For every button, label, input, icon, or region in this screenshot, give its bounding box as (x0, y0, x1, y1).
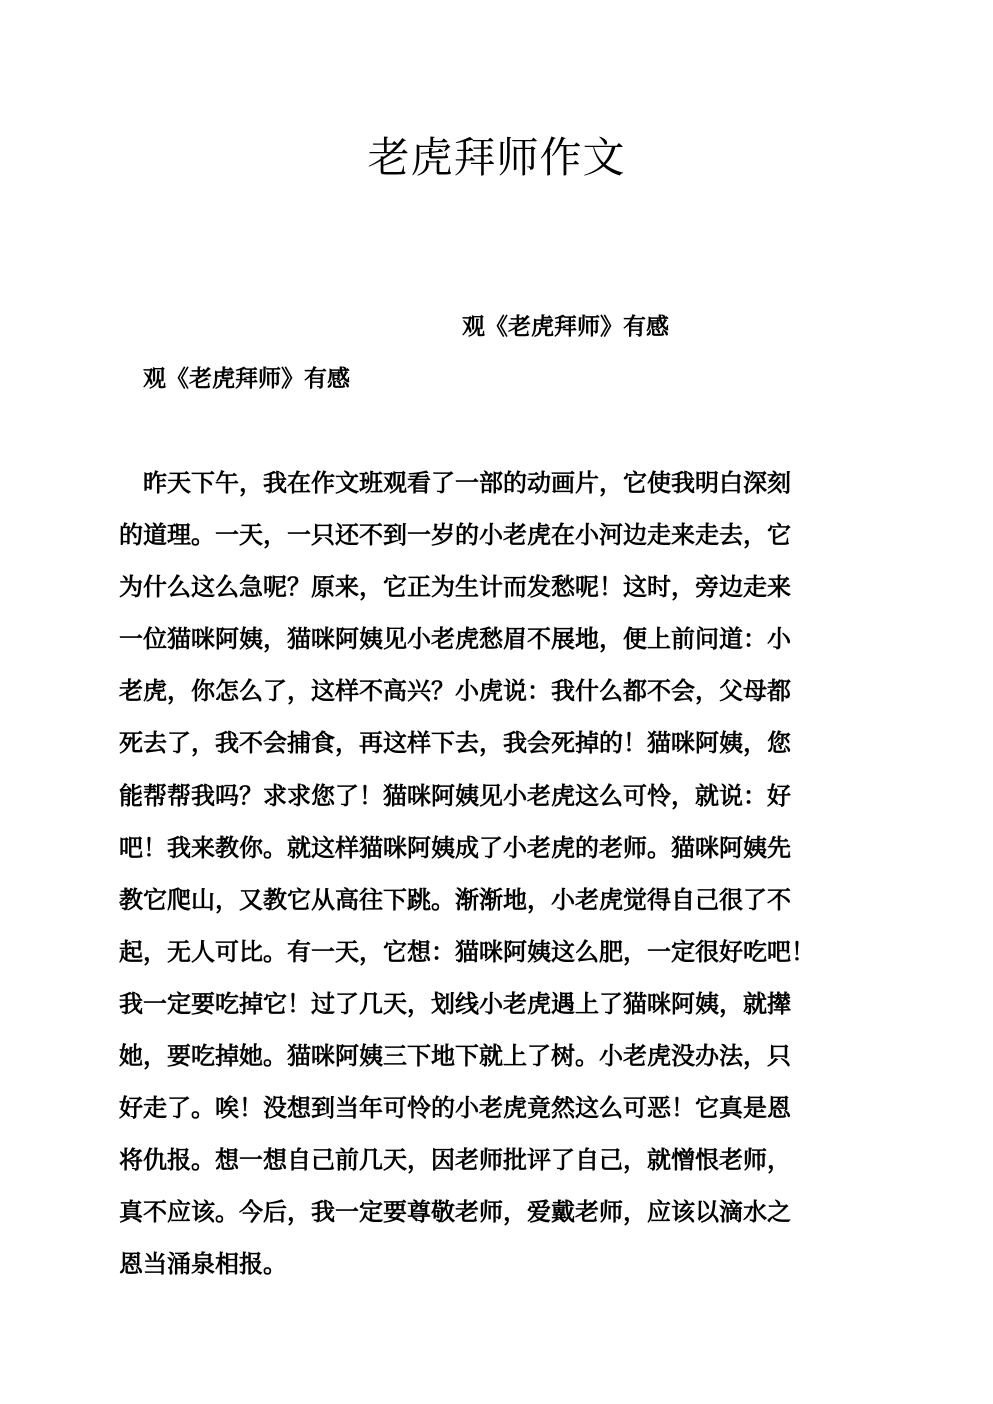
essay-line: 我一定要吃掉它！过了几天，划线小老虎遇上了猫咪阿姨，就撵 (119, 989, 791, 1018)
essay-line: 为什么这么急呢？原来，它正为生计而发愁呢！这时，旁边走来 (119, 573, 791, 602)
essay-line: 好走了。唉！没想到当年可怜的小老虎竟然这么可恶！它真是恩 (119, 1094, 791, 1123)
essay-line: 的道理。一天，一只还不到一岁的小老虎在小河边走来走去，它 (119, 521, 791, 550)
essay-line: 真不应该。今后，我一定要尊敬老师，爱戴老师，应该以滴水之 (119, 1198, 791, 1227)
page-title: 老虎拜师作文 (367, 133, 626, 182)
essay-line: 老虎，你怎么了，这样不高兴？小虎说：我什么都不会，父母都 (119, 677, 791, 706)
essay-line: 昨天下午，我在作文班观看了一部的动画片，它使我明白深刻 (143, 469, 791, 497)
essay-line: 起，无人可比。有一天，它想：猫咪阿姨这么肥，一定很好吃吧！ (119, 937, 815, 966)
subtitle-left: 观《老虎拜师》有感 (143, 366, 350, 392)
essay-line: 死去了，我不会捕食，再这样下去，我会死掉的！猫咪阿姨，您 (119, 729, 791, 758)
essay-line: 她，要吃掉她。猫咪阿姨三下地下就上了树。小老虎没办法，只 (119, 1042, 791, 1071)
essay-line: 将仇报。想一想自己前几天，因老师批评了自己，就憎恨老师， (119, 1146, 791, 1175)
subtitle-right: 观《老虎拜师》有感 (462, 314, 669, 340)
essay-line: 一位猫咪阿姨，猫咪阿姨见小老虎愁眉不展地，便上前问道：小 (119, 625, 791, 654)
essay-line: 吧！我来教你。就这样猫咪阿姨成了小老虎的老师。猫咪阿姨先 (119, 833, 791, 862)
essay-line: 恩当涌泉相报。 (119, 1250, 287, 1279)
essay-line: 能帮帮我吗？求求您了！猫咪阿姨见小老虎这么可怜，就说：好 (119, 781, 791, 810)
essay-line: 教它爬山，又教它从高往下跳。渐渐地，小老虎觉得自己很了不 (119, 885, 791, 914)
essay-body (119, 461, 879, 1295)
